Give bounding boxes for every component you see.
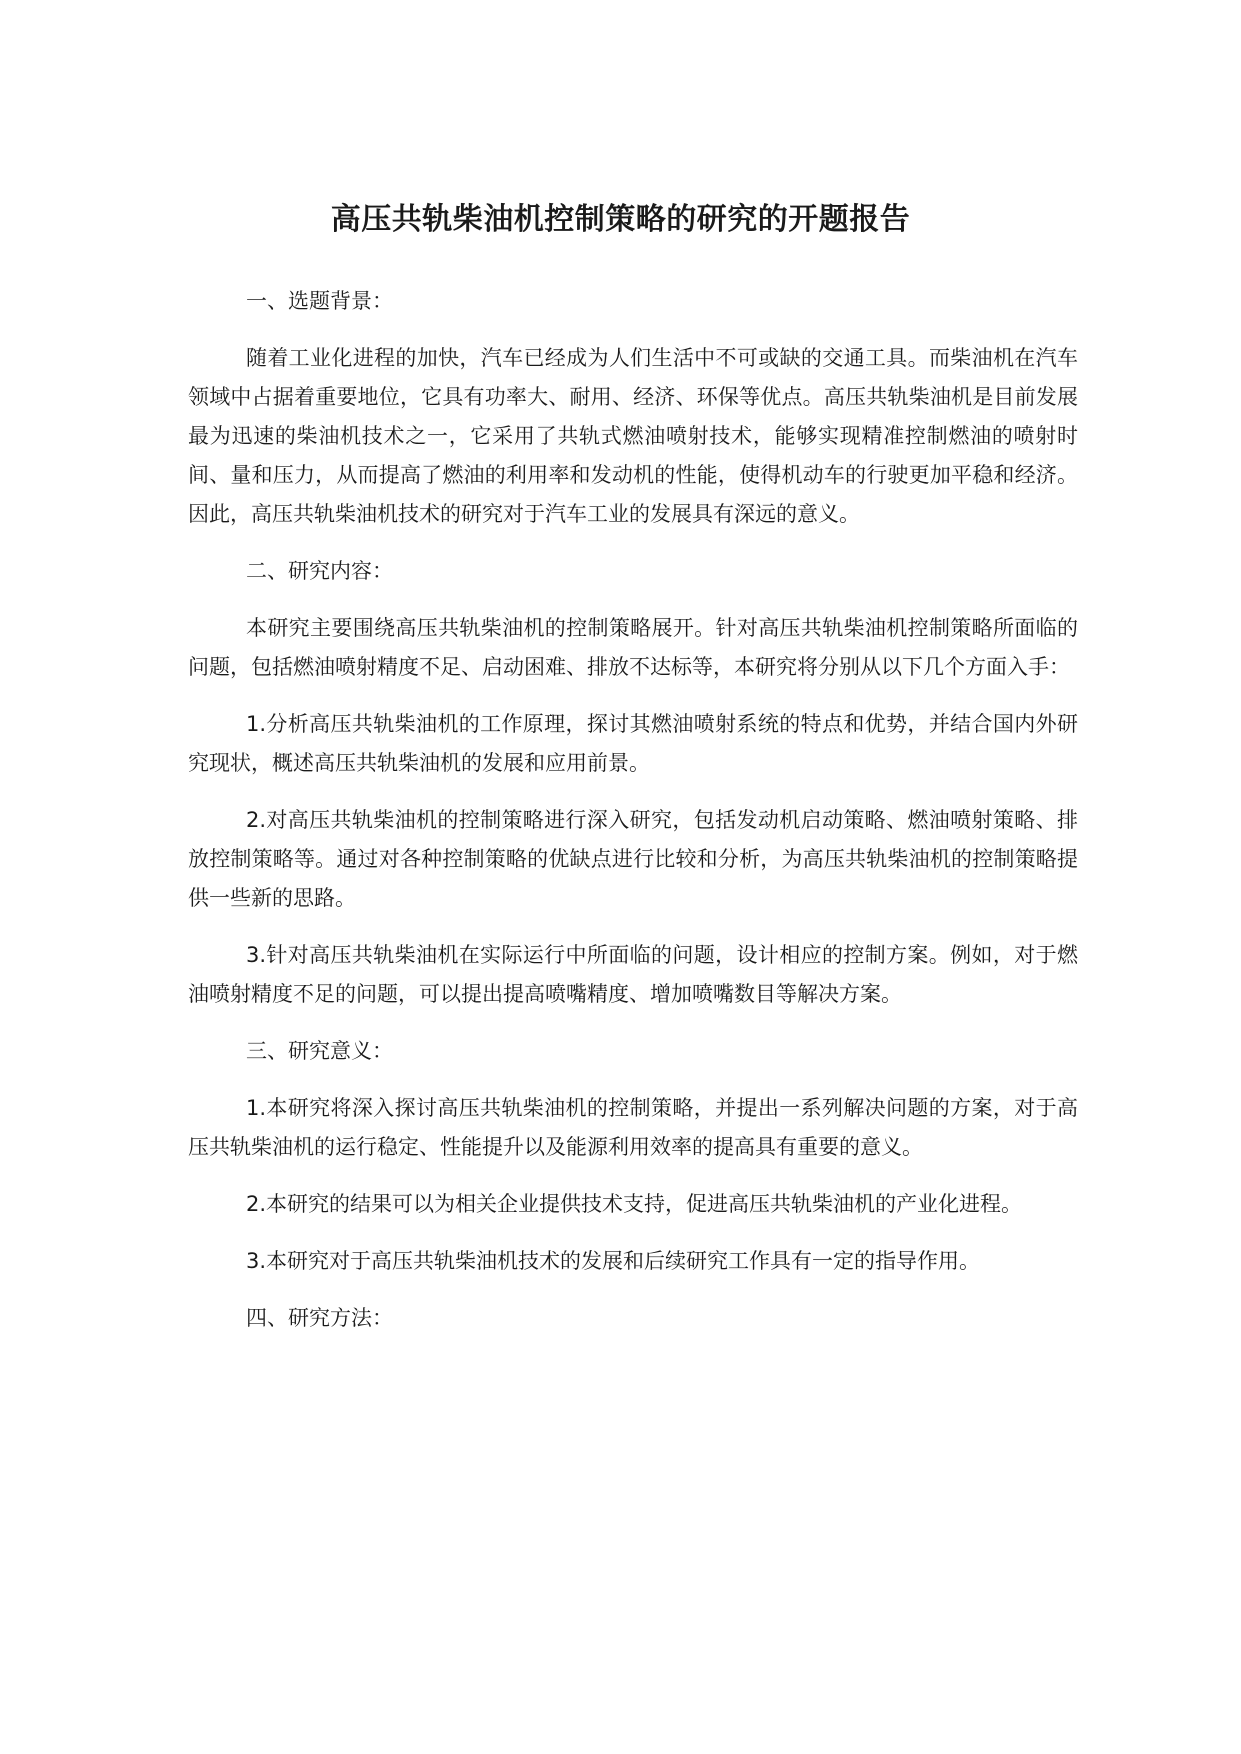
document-title: 高压共轨柴油机控制策略的研究的开题报告 [330, 202, 911, 238]
paragraph: 本研究主要围绕高压共轨柴油机的控制策略展开。针对高压共轨柴油机控制策略所面临的问题，包括燃油喷射精度不足、启动困难、排放不达标等，本研究将分别从以下几个方面入手： [188, 616, 1078, 679]
paragraph: 3.本研究对于高压共轨柴油机技术的发展和后续研究工作具有一定的指导作用。 [246, 1249, 981, 1273]
paragraph: 随着工业化进程的加快，汽车已经成为人们生活中不可或缺的交通工具。而柴油机在汽车领域中占据着重要地位，它具有功率大、耐用、经济、环保等优点。高压共轨柴油机是目前发展最为迅速的柴油机技术之一，它采用了共轨式燃油喷射技术，能够实现精准控制燃油的喷射时间、量和压力，从而提高了燃油的利用率和发动机的性能，使得机动车的行驶更加平稳和经济。因此，高压共轨柴油机技术的研究对于汽车工业的发展具有深远的意义。 [188, 346, 1078, 526]
document-body [188, 282, 1078, 1356]
paragraph: 1.分析高压共轨柴油机的工作原理，探讨其燃油喷射系统的特点和优势，并结合国内外研究现状，概述高压共轨柴油机的发展和应用前景。 [188, 712, 1078, 775]
paragraph: 1.本研究将深入探讨高压共轨柴油机的控制策略，并提出一系列解决问题的方案，对于高压共轨柴油机的运行稳定、性能提升以及能源利用效率的提高具有重要的意义。 [188, 1096, 1078, 1159]
paragraph: 3.针对高压共轨柴油机在实际运行中所面临的问题，设计相应的控制方案。例如，对于燃油喷射精度不足的问题，可以提出提高喷嘴精度、增加喷嘴数目等解决方案。 [188, 943, 1078, 1006]
section-heading-significance: 三、研究意义： [246, 1039, 393, 1063]
paragraph: 2.对高压共轨柴油机的控制策略进行深入研究，包括发动机启动策略、燃油喷射策略、排放控制策略等。通过对各种控制策略的优缺点进行比较和分析，为高压共轨柴油机的控制策略提供一些新的思路。 [188, 808, 1078, 910]
section-heading-background: 一、选题背景： [246, 289, 393, 313]
paragraph: 2.本研究的结果可以为相关企业提供技术支持，促进高压共轨柴油机的产业化进程。 [246, 1192, 1023, 1216]
section-heading-content: 二、研究内容： [246, 559, 393, 583]
section-heading-methods: 四、研究方法： [246, 1306, 393, 1330]
